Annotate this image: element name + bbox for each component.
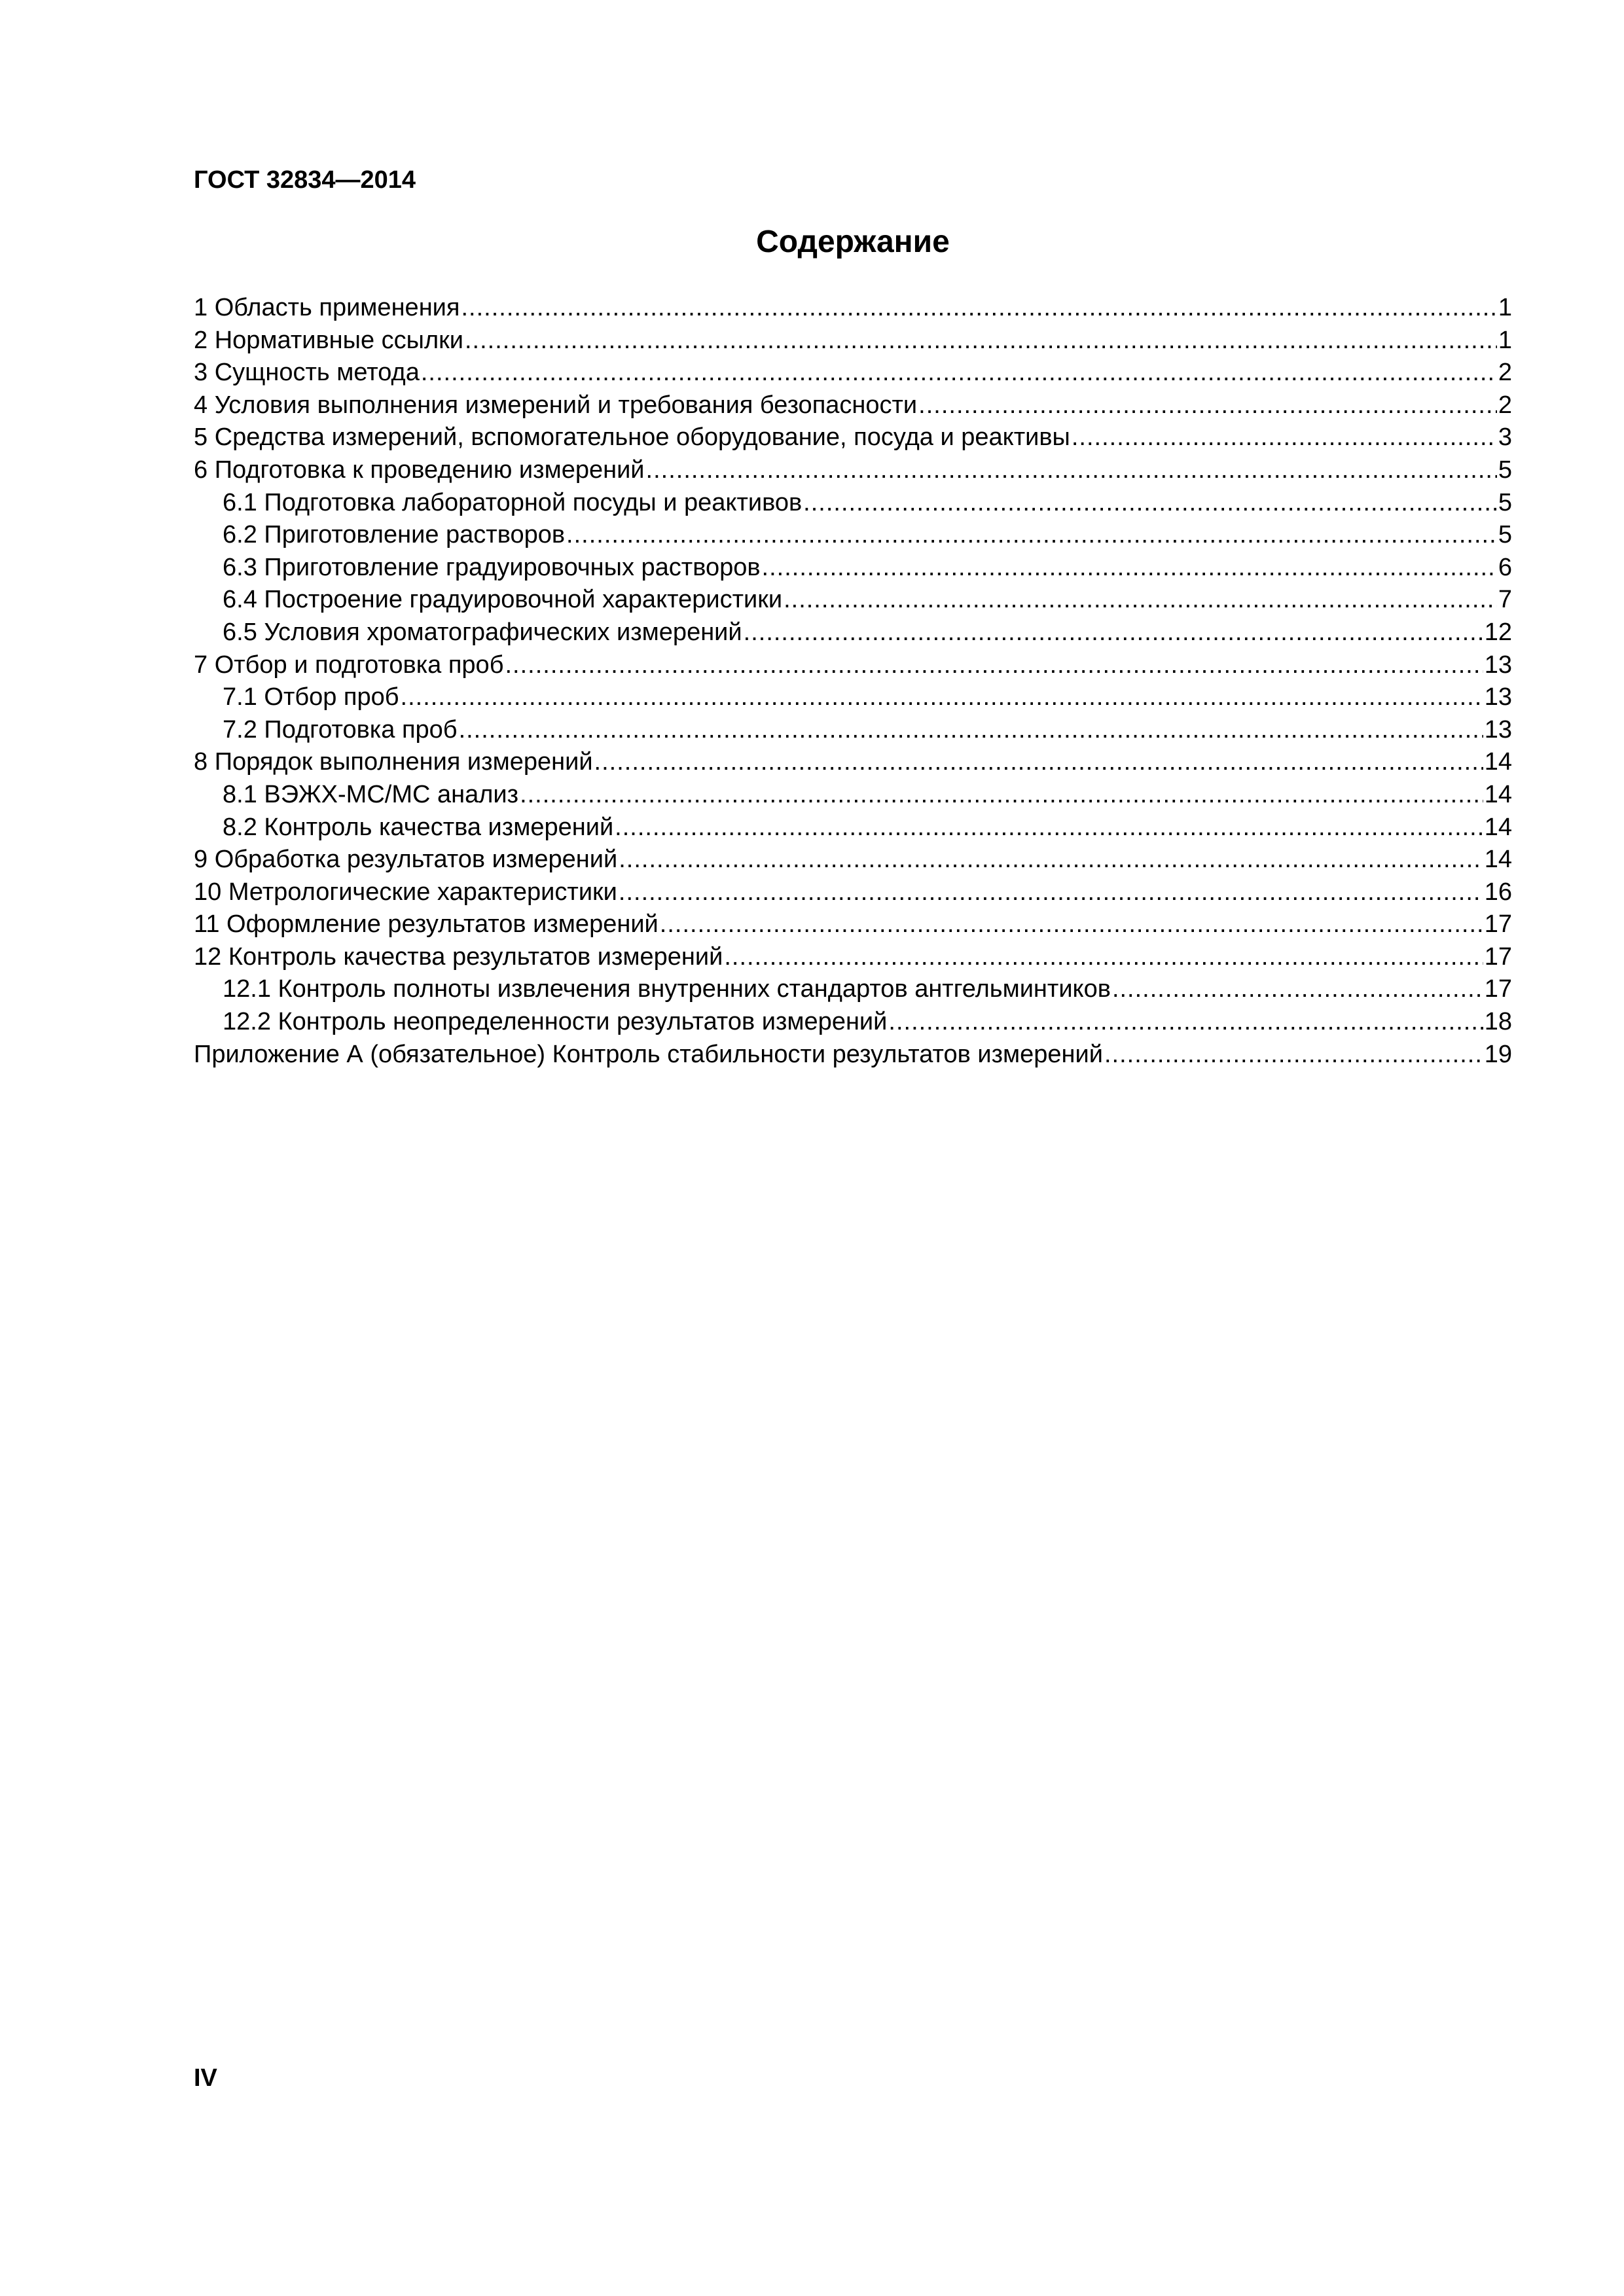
toc-entry-page: 7	[1498, 586, 1512, 614]
toc-dot-leader	[594, 746, 1483, 779]
toc-entry-label: 8.2 Контроль качества измерений	[223, 813, 614, 841]
toc-entry-label: 6 Подготовка к проведению измерений	[194, 456, 645, 484]
toc-dot-leader	[619, 876, 1483, 909]
toc-entry-label: 12.2 Контроль неопределенности результатов измерений	[223, 1008, 888, 1036]
toc-dot-leader	[615, 812, 1483, 844]
toc-entry-page: 14	[1484, 780, 1512, 808]
toc-entry-page: 17	[1484, 942, 1512, 971]
toc-entry[interactable]	[194, 746, 1512, 779]
toc-dot-leader	[1072, 422, 1497, 454]
toc-entry-page: 17	[1484, 975, 1512, 1003]
toc-entry[interactable]	[194, 779, 1512, 812]
toc-entry-label: 12.1 Контроль полноты извлечения внутренних стандартов антгельминтиков	[223, 975, 1111, 1003]
toc-entry[interactable]	[194, 552, 1512, 584]
toc-dot-leader	[520, 779, 1483, 812]
toc-entry[interactable]	[194, 617, 1512, 649]
toc-entry-page: 14	[1484, 813, 1512, 841]
toc-entry[interactable]	[194, 941, 1512, 974]
toc-entry-page: 14	[1484, 748, 1512, 776]
toc-entry-label: 6.4 Построение градуировочной характеристики	[223, 586, 783, 614]
toc-dot-leader	[619, 844, 1483, 876]
toc-entry-page: 12	[1484, 618, 1512, 646]
toc-entry[interactable]	[194, 714, 1512, 747]
toc-entry[interactable]	[194, 649, 1512, 682]
toc-entry[interactable]	[194, 454, 1512, 487]
toc-entry[interactable]	[194, 487, 1512, 520]
toc-dot-leader	[1112, 973, 1483, 1006]
toc-dot-leader	[918, 389, 1497, 422]
toc-entry-label: 7.2 Подготовка проб	[223, 715, 458, 744]
toc-entry-page: 13	[1484, 651, 1512, 679]
table-of-contents	[194, 292, 1512, 1071]
toc-entry-label: 2 Нормативные ссылки	[194, 326, 463, 354]
standard-id-header: ГОСТ 32834—2014	[194, 166, 416, 194]
toc-entry-page: 2	[1498, 359, 1512, 387]
toc-dot-leader	[461, 292, 1496, 325]
toc-entry-label: 3 Сущность метода	[194, 359, 420, 387]
toc-entry-label: 7 Отбор и подготовка проб	[194, 651, 504, 679]
toc-dot-leader	[1104, 1039, 1483, 1071]
toc-entry[interactable]	[194, 389, 1512, 422]
toc-entry[interactable]	[194, 292, 1512, 325]
toc-entry[interactable]	[194, 908, 1512, 941]
toc-entry-page: 6	[1498, 553, 1512, 581]
toc-entry-label: 4 Условия выполнения измерений и требования безопасности	[194, 391, 918, 419]
toc-entry[interactable]	[194, 422, 1512, 454]
toc-dot-leader	[784, 584, 1497, 617]
toc-dot-leader	[421, 357, 1497, 389]
toc-dot-leader	[646, 454, 1497, 487]
toc-dot-leader	[505, 649, 1483, 682]
toc-entry[interactable]	[194, 812, 1512, 844]
toc-entry[interactable]	[194, 325, 1512, 357]
toc-entry[interactable]	[194, 584, 1512, 617]
toc-entry-label: 7.1 Отбор проб	[223, 683, 399, 711]
toc-entry-page: 2	[1498, 391, 1512, 419]
toc-dot-leader	[724, 941, 1483, 974]
toc-entry[interactable]	[194, 876, 1512, 909]
toc-entry-page: 17	[1484, 910, 1512, 939]
toc-dot-leader	[465, 325, 1497, 357]
toc-entry-page: 19	[1484, 1040, 1512, 1068]
toc-entry-label: 12 Контроль качества результатов измерений	[194, 942, 723, 971]
toc-entry[interactable]	[194, 1039, 1512, 1071]
toc-entry-label: 5 Средства измерений, вспомогательное оборудование, посуда и реактивы	[194, 423, 1070, 452]
toc-dot-leader	[566, 519, 1497, 552]
toc-entry-page: 13	[1484, 683, 1512, 711]
toc-dot-leader	[762, 552, 1497, 584]
toc-entry-label: 8.1 ВЭЖХ-МС/МС анализ	[223, 780, 519, 808]
toc-entry-label: Приложение А (обязательное) Контроль стабильности результатов измерений	[194, 1040, 1103, 1068]
toc-entry-page: 5	[1498, 521, 1512, 549]
toc-entry-label: 6.5 Условия хроматографических измерений	[223, 618, 742, 646]
toc-dot-leader	[888, 1006, 1483, 1039]
toc-entry-page: 16	[1484, 878, 1512, 906]
toc-entry-page: 13	[1484, 715, 1512, 744]
toc-dot-leader	[660, 908, 1483, 941]
toc-entry-page: 1	[1498, 326, 1512, 354]
toc-entry-page: 3	[1498, 423, 1512, 452]
toc-entry[interactable]	[194, 357, 1512, 389]
toc-entry[interactable]	[194, 681, 1512, 714]
page-number: IV	[194, 2064, 217, 2092]
toc-dot-leader	[401, 681, 1483, 714]
toc-entry-page: 14	[1484, 846, 1512, 874]
toc-entry[interactable]	[194, 519, 1512, 552]
toc-entry-label: 11 Оформление результатов измерений	[194, 910, 659, 939]
toc-entry[interactable]	[194, 844, 1512, 876]
toc-entry-label: 6.1 Подготовка лабораторной посуды и реактивов	[223, 488, 803, 516]
toc-dot-leader	[744, 617, 1483, 649]
toc-entry[interactable]	[194, 973, 1512, 1006]
toc-entry-label: 9 Обработка результатов измерений	[194, 846, 618, 874]
toc-entry-label: 8 Порядок выполнения измерений	[194, 748, 593, 776]
toc-entry-page: 1	[1498, 294, 1512, 321]
toc-entry[interactable]	[194, 1006, 1512, 1039]
toc-title: Содержание	[756, 224, 950, 259]
toc-entry-label: 6.2 Приготовление растворов	[223, 521, 566, 549]
toc-entry-label: 10 Метрологические характеристики	[194, 878, 617, 906]
toc-entry-page: 5	[1498, 456, 1512, 484]
toc-entry-label: 1 Область применения	[194, 294, 460, 321]
toc-entry-page: 18	[1484, 1008, 1512, 1036]
toc-dot-leader	[803, 487, 1497, 520]
toc-dot-leader	[459, 714, 1483, 747]
toc-entry-label: 6.3 Приготовление градуировочных растворов	[223, 553, 761, 581]
toc-entry-page: 5	[1498, 488, 1512, 516]
